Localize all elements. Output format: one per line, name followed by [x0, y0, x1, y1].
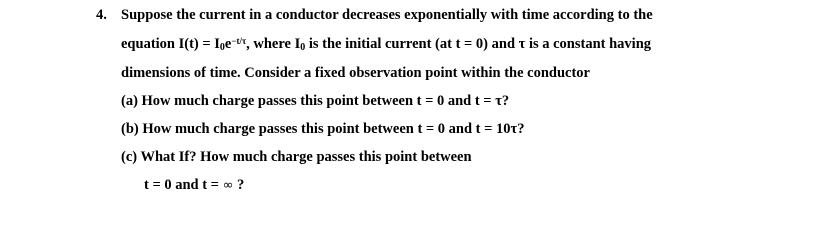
exponential-base: e	[224, 36, 232, 52]
question-part-c: (c) What If? How much charge passes this point between	[121, 149, 472, 165]
subscript-zero: 0	[219, 42, 225, 53]
question-part-b: (b) How much charge passes this point between t = 0 and t = 10τ?	[121, 121, 525, 137]
part-c-question-mark: ?	[233, 177, 245, 193]
equation-text: equation I(t) = I	[121, 36, 220, 52]
problem-statement-line-1: Suppose the current in a conductor decreases exponentially with time according to the	[121, 7, 653, 23]
problem-number: 4.	[96, 7, 107, 23]
problem-statement-line-2	[121, 35, 651, 55]
question-part-a: (a) How much charge passes this point between t = 0 and t = τ?	[121, 93, 510, 109]
problem-statement-line-3: dimensions of time. Consider a fixed observation point within the conductor	[121, 65, 590, 81]
part-c-text: t = 0 and t =	[144, 177, 223, 193]
question-part-c-continued	[144, 176, 244, 195]
subscript-zero-2: 0	[300, 42, 306, 53]
equation-text-3: is the initial current (at t = 0) and τ is a constant having	[305, 36, 652, 52]
equation-text-2: , where I	[246, 36, 301, 52]
infinity-symbol: ∞	[222, 178, 234, 193]
exponent: −t/τ	[231, 36, 247, 46]
